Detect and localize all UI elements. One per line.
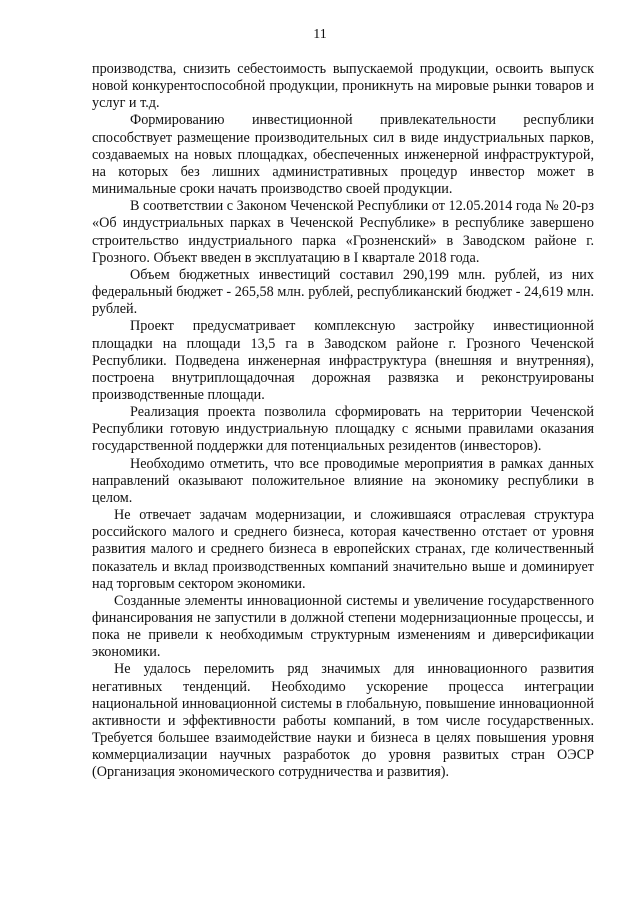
page-number: 11 bbox=[313, 27, 327, 42]
paragraph-law-reference: В соответствии с Законом Чеченской Республики от 12.05.2014 года № 20-рз «Об индустриальных парках в Чеченской Республике» в республике завершено строительство индустриального парка «Грозненский» в Заводском районе г. Грозного. Объект введен в эксплуатацию в I квартале 2018 года. bbox=[92, 198, 594, 266]
paragraph-continuation: производства, снизить себестоимость выпускаемой продукции, освоить выпуск новой конкурентоспособной продукции, проникнуть на мировые рынки товаров и услуг и т.д. bbox=[92, 61, 594, 112]
paragraph-positive-influence: Необходимо отметить, что все проводимые мероприятия в рамках данных направлений оказывают положительное влияние на экономику республики в целом. bbox=[92, 455, 594, 506]
document-body bbox=[92, 61, 594, 782]
paragraph-modernization: Не отвечает задачам модернизации, и сложившаяся отраслевая структура российского малого и среднего бизнеса, которая качественно отстает от уровня развития малого и среднего бизнеса в европейских странах, где количественный показатель и вклад производственных компаний значительно выше и доминирует над торговым сектором экономики. bbox=[92, 507, 594, 592]
paragraph-innovation-system: Созданные элементы инновационной системы и увеличение государственного финансирования не запустили в должной степени модернизационные процессы, и пока не привели к необходимым структурным изменениям и диверсификации экономики. bbox=[92, 592, 594, 661]
paragraph-project-scope: Проект предусматривает комплексную застройку инвестиционной площадки на площади 13,5 га в Заводском районе г. Грозного Чеченской Республики. Подведена инженерная инфраструктура (внешняя и внутренняя), построена внутриплощадочная дорожная развязка и реконструированы производственные площади. bbox=[92, 318, 594, 403]
paragraph-industrial-parks: Формированию инвестиционной привлекательности республики способствует размещение производительных сил в виде индустриальных парков, создаваемых на новых площадках, обеспеченных инженерной инфраструктурой, на которых без лишних административных процедур инвестор может в минимальные сроки начать производство своей продукции. bbox=[92, 112, 594, 198]
paragraph-budget-investment: Объем бюджетных инвестиций составил 290,199 млн. рублей, из них федеральный бюджет - 265,58 млн. рублей, республиканский бюджет - 24,619 млн. рублей. bbox=[92, 266, 594, 318]
paragraph-negative-trends: Не удалось переломить ряд значимых для инновационного развития негативных тенденций. Необходимо ускорение процесса интеграции национальной инновационной системы в глобальную, повышение инновационной активности и эффективности работы компаний, в том числе государственных. Требуется большее взаимодействие науки и бизнеса в целях повышения уровня коммерциализации научных разработок до уровня развитых стран ОЭСР (Организация экономического сотрудничества и развития). bbox=[92, 661, 594, 781]
paragraph-project-result: Реализация проекта позволила сформировать на территории Чеченской Республики готовую индустриальную площадку с ясными правилами оказания государственной поддержки для потенциальных резидентов (инвесторов). bbox=[92, 404, 594, 455]
